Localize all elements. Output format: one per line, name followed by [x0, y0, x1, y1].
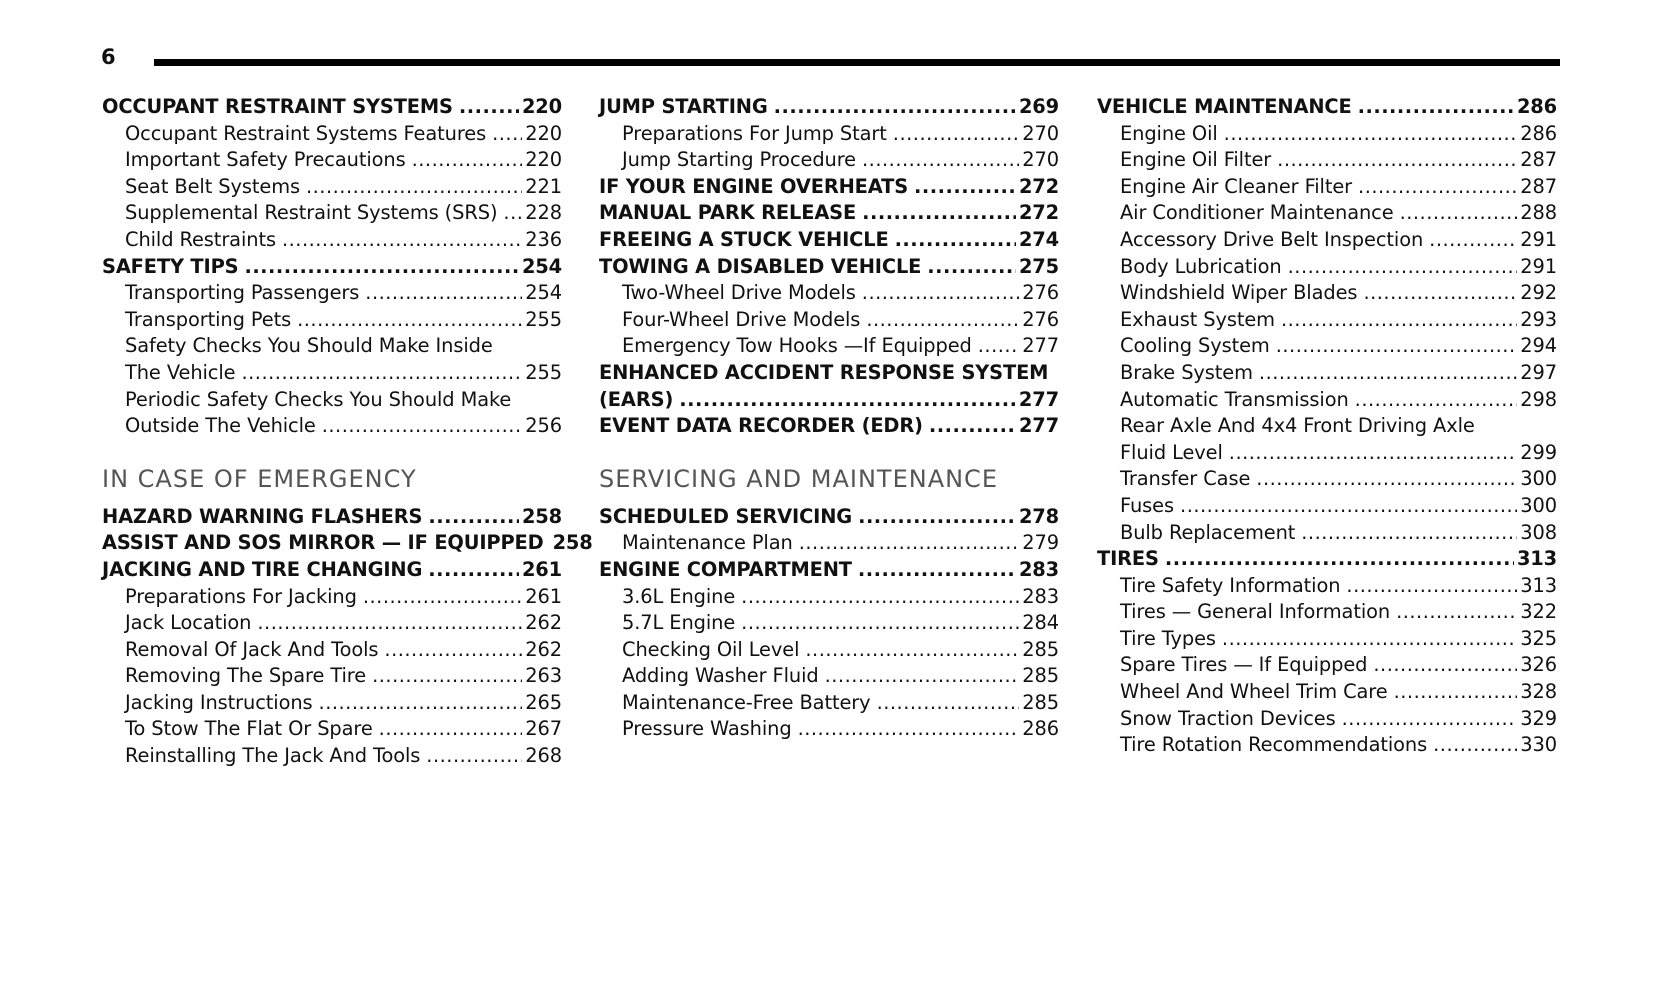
toc-topic-entry[interactable]: [1097, 174, 1557, 201]
toc-topic-entry[interactable]: [1097, 599, 1557, 626]
toc-entry-title: TIRES: [1097, 547, 1159, 571]
toc-entry-title: EVENT DATA RECORDER (EDR): [599, 414, 923, 438]
dot-leader: [825, 663, 1020, 690]
toc-entry-title: SAFETY TIPS: [102, 254, 239, 278]
toc-entry-title: SCHEDULED SERVICING: [599, 504, 853, 528]
toc-entry-title: ENHANCED ACCIDENT RESPONSE SYSTEM: [599, 360, 1049, 384]
toc-entry-title: Two-Wheel Drive Models: [622, 281, 856, 305]
toc-page-number: 274: [1018, 227, 1059, 251]
toc-chapter-entry[interactable]: [102, 504, 562, 531]
toc-topic-entry[interactable]: [1097, 466, 1557, 493]
toc-chapter-entry[interactable]: [599, 387, 1059, 414]
toc-topic-entry[interactable]: [102, 690, 562, 717]
header-rule: [154, 59, 1560, 66]
toc-topic-entry[interactable]: [599, 610, 1059, 637]
toc-page-number: 286: [1520, 121, 1557, 145]
toc-page-number: 258: [552, 531, 593, 555]
toc-entry-title: Jack Location: [125, 611, 252, 635]
toc-entry-title: FREEING A STUCK VEHICLE: [599, 227, 889, 251]
toc-entry-title: Maintenance Plan: [622, 531, 793, 555]
toc-column-2: [599, 94, 1059, 743]
dot-leader: [257, 610, 522, 637]
toc-page-number: 291: [1520, 227, 1557, 251]
toc-page-number: 308: [1520, 520, 1557, 544]
dot-leader: [741, 584, 1019, 611]
toc-page-number: 325: [1520, 626, 1557, 650]
toc-page-number: 285: [1022, 690, 1059, 714]
toc-topic-entry[interactable]: [102, 716, 562, 743]
toc-entry-title: Jump Starting Procedure: [622, 148, 857, 172]
toc-page-number: 300: [1520, 467, 1557, 491]
dot-leader: [379, 716, 523, 743]
dot-leader: [322, 413, 523, 440]
dot-leader: [244, 254, 519, 281]
toc-topic-entry[interactable]: [1097, 280, 1557, 307]
toc-entry-title: TOWING A DISABLED VEHICLE: [599, 254, 922, 278]
dot-leader: [1277, 147, 1517, 174]
dot-leader: [805, 637, 1019, 664]
toc-entry-title: MANUAL PARK RELEASE: [599, 201, 857, 225]
toc-entry-title: Cooling System: [1120, 334, 1270, 358]
toc-entry-title: Jacking Instructions: [125, 690, 313, 714]
toc-topic-entry[interactable]: [102, 360, 562, 387]
toc-topic-entry[interactable]: [102, 610, 562, 637]
toc-column-3: [1097, 94, 1557, 759]
toc-chapter-entry[interactable]: [599, 413, 1059, 440]
toc-entry-title: Preparations For Jump Start: [622, 121, 887, 145]
toc-topic-entry[interactable]: [599, 663, 1059, 690]
toc-topic-entry[interactable]: [102, 584, 562, 611]
toc-page-number: 286: [1022, 717, 1059, 741]
toc-page-number: 283: [1022, 584, 1059, 608]
dot-leader: [319, 690, 523, 717]
toc-page-number: 262: [525, 637, 562, 661]
toc-entry-title: HAZARD WARNING FLASHERS: [102, 504, 423, 528]
toc-topic-entry[interactable]: [102, 121, 562, 148]
toc-entry-title: Wheel And Wheel Trim Care: [1120, 680, 1388, 704]
toc-page-number: 330: [1520, 733, 1557, 757]
toc-topic-entry[interactable]: [1097, 254, 1557, 281]
toc-chapter-entry[interactable]: [599, 200, 1059, 227]
page-number: 6: [101, 45, 116, 69]
dot-leader: [1373, 652, 1517, 679]
dot-leader: [1346, 573, 1517, 600]
dot-leader: [372, 663, 522, 690]
toc-topic-entry[interactable]: [599, 121, 1059, 148]
toc-topic-entry[interactable]: [1097, 227, 1557, 254]
toc-entry-title: Windshield Wiper Blades: [1120, 281, 1358, 305]
toc-entry-title: Engine Oil Filter: [1120, 148, 1272, 172]
toc-entry-title: Brake System: [1120, 360, 1253, 384]
toc-entry-title: VEHICLE MAINTENANCE: [1097, 95, 1352, 118]
dot-leader: [282, 227, 522, 254]
toc-page-number: 268: [525, 744, 562, 768]
dot-leader: [1342, 706, 1518, 733]
dot-leader: [741, 610, 1019, 637]
toc-page-number: 291: [1520, 254, 1557, 278]
toc-page-number: 313: [1520, 573, 1557, 597]
toc-topic-entry[interactable]: [599, 716, 1059, 743]
toc-entry-title: Child Restraints: [125, 227, 276, 251]
dot-leader: [1222, 626, 1517, 653]
dot-leader: [365, 280, 522, 307]
dot-leader: [1259, 360, 1517, 387]
dot-leader: [679, 387, 1016, 414]
toc-chapter-entry[interactable]: [599, 504, 1059, 531]
dot-leader: [503, 200, 522, 227]
dot-leader: [297, 307, 522, 334]
toc-entry-title: IF YOUR ENGINE OVERHEATS: [599, 174, 909, 198]
toc-entry-title: Automatic Transmission: [1120, 387, 1349, 411]
dot-leader: [914, 174, 1016, 201]
dot-leader: [412, 147, 523, 174]
dot-leader: [1429, 227, 1517, 254]
dot-leader: [866, 307, 1019, 334]
toc-entry-title: Important Safety Precautions: [125, 148, 406, 172]
toc-topic-entry[interactable]: [1097, 440, 1557, 467]
toc-topic-entry[interactable]: [102, 200, 562, 227]
toc-entry-title: Adding Washer Fluid: [622, 664, 819, 688]
dot-leader: [1180, 493, 1517, 520]
toc-page-number: 267: [525, 717, 562, 741]
toc-topic-entry[interactable]: [1097, 147, 1557, 174]
toc-page-number: 258: [521, 504, 562, 528]
toc-entry-title: Transfer Case: [1120, 467, 1251, 491]
toc-entry-title: Transporting Pets: [125, 307, 292, 331]
toc-topic-entry[interactable]: [1097, 706, 1557, 733]
toc-topic-entry[interactable]: [102, 307, 562, 334]
toc-chapter-entry[interactable]: [102, 254, 562, 281]
toc-topic-entry[interactable]: [599, 307, 1059, 334]
toc-page-number: 262: [525, 611, 562, 635]
toc-entry-title: Tire Rotation Recommendations: [1120, 733, 1428, 757]
toc-entry-title: Exhaust System: [1120, 307, 1275, 331]
dot-leader: [428, 504, 519, 531]
toc-topic-entry[interactable]: [102, 147, 562, 174]
toc-entry-title: ASSIST AND SOS MIRROR — IF EQUIPPED: [102, 531, 544, 555]
toc-page-number: 285: [1022, 664, 1059, 688]
dot-leader: [1358, 174, 1517, 201]
dot-leader: [1256, 466, 1517, 493]
toc-entry-title: ENGINE COMPARTMENT: [599, 557, 852, 581]
toc-page-number: 297: [1520, 360, 1557, 384]
toc-topic-entry[interactable]: [1097, 732, 1557, 759]
toc-topic-entry[interactable]: [1097, 493, 1557, 520]
toc-column-1: [102, 94, 593, 770]
toc-chapter-entry[interactable]: [102, 557, 562, 584]
dot-leader: [1224, 121, 1518, 148]
toc-entry-title: Removing The Spare Tire: [125, 664, 367, 688]
dot-leader: [774, 94, 1016, 121]
toc-chapter-entry[interactable]: [1097, 94, 1557, 121]
toc-page-number: 220: [521, 95, 562, 118]
dot-leader: [978, 333, 1020, 360]
toc-page-number: 236: [525, 227, 562, 251]
toc-entry-title: Pressure Washing: [622, 717, 792, 741]
toc-page-number: 322: [1520, 600, 1557, 624]
toc-topic-entry[interactable]: [1097, 333, 1557, 360]
dot-leader: [1229, 440, 1518, 467]
toc-entry-title: Spare Tires — If Equipped: [1120, 653, 1368, 677]
toc-page-number: 275: [1018, 254, 1059, 278]
toc-page-number: 288: [1520, 201, 1557, 225]
toc-entry-title: Seat Belt Systems: [125, 174, 300, 198]
dot-leader: [1400, 200, 1518, 227]
toc-page-number: 287: [1520, 174, 1557, 198]
toc-entry-title: Occupant Restraint Systems Features: [125, 121, 487, 145]
toc-entry-title: 5.7L Engine: [622, 611, 736, 635]
toc-entry-title: Reinstalling The Jack And Tools: [125, 744, 421, 768]
toc-page-number: 300: [1520, 493, 1557, 517]
toc-entry-title: Tires — General Information: [1120, 600, 1391, 624]
dot-leader: [1355, 387, 1518, 414]
dot-leader: [858, 557, 1016, 584]
dot-leader: [862, 200, 1016, 227]
toc-entry-title: Accessory Drive Belt Inspection: [1120, 227, 1424, 251]
toc-topic-entry[interactable]: [1097, 520, 1557, 547]
toc-page-number: 256: [525, 414, 562, 438]
dot-leader: [862, 280, 1020, 307]
toc-entry-title: Air Conditioner Maintenance: [1120, 201, 1394, 225]
toc-chapter-entry[interactable]: [599, 254, 1059, 281]
toc-page-number: 277: [1022, 334, 1059, 358]
dot-leader: [1301, 520, 1517, 547]
toc-topic-entry[interactable]: [102, 333, 562, 360]
dot-leader: [1363, 280, 1517, 307]
toc-entry-title: To Stow The Flat Or Spare: [125, 717, 373, 741]
toc-topic-entry[interactable]: [1097, 679, 1557, 706]
toc-page-number: 254: [525, 281, 562, 305]
toc-entry-title: (EARS): [599, 387, 674, 411]
dot-leader: [1394, 679, 1518, 706]
dot-leader: [492, 121, 522, 148]
toc-topic-entry[interactable]: [1097, 307, 1557, 334]
dot-leader: [799, 530, 1020, 557]
toc-page-number: 220: [525, 121, 562, 145]
toc-page-number: 220: [525, 148, 562, 172]
toc-topic-entry[interactable]: [599, 690, 1059, 717]
toc-entry-title: JUMP STARTING: [599, 95, 768, 118]
toc-page-number: 329: [1520, 706, 1557, 730]
toc-entry-title: JACKING AND TIRE CHANGING: [102, 557, 423, 581]
dot-leader: [241, 360, 522, 387]
dot-leader: [1358, 94, 1514, 121]
toc-page-number: 255: [525, 307, 562, 331]
dot-leader: [306, 174, 522, 201]
toc-entry-title: Periodic Safety Checks You Should Make: [125, 387, 512, 411]
toc-topic-entry[interactable]: [102, 227, 562, 254]
dot-leader: [893, 121, 1019, 148]
toc-topic-entry[interactable]: [102, 387, 562, 414]
toc-page-number: 272: [1018, 201, 1059, 225]
toc-entry-title: Safety Checks You Should Make Inside: [125, 334, 493, 358]
toc-topic-entry[interactable]: [1097, 652, 1557, 679]
toc-topic-entry[interactable]: [102, 637, 562, 664]
dot-leader: [877, 690, 1020, 717]
toc-chapter-entry[interactable]: [599, 174, 1059, 201]
dot-leader: [895, 227, 1016, 254]
toc-page-number: 292: [1520, 281, 1557, 305]
toc-page-number: 326: [1520, 653, 1557, 677]
toc-page-number: 254: [521, 254, 562, 278]
toc-page-number: 261: [525, 584, 562, 608]
toc-entry-title: Emergency Tow Hooks —If Equipped: [622, 334, 972, 358]
section-heading: SERVICING AND MAINTENANCE: [599, 464, 998, 493]
toc-page-number: 278: [1018, 504, 1059, 528]
dot-leader: [1396, 599, 1517, 626]
toc-topic-entry[interactable]: [1097, 626, 1557, 653]
toc-page-number: 283: [1018, 557, 1059, 581]
toc-chapter-entry[interactable]: [102, 94, 562, 121]
toc-topic-entry[interactable]: [599, 333, 1059, 360]
dot-leader: [929, 413, 1016, 440]
toc-topic-entry[interactable]: [102, 743, 562, 770]
toc-page-number: 265: [525, 690, 562, 714]
dot-leader: [384, 637, 522, 664]
toc-topic-entry[interactable]: [102, 663, 562, 690]
toc-page-number: 277: [1018, 387, 1059, 411]
dot-leader: [426, 743, 522, 770]
toc-chapter-entry[interactable]: [599, 227, 1059, 254]
toc-topic-entry[interactable]: [1097, 387, 1557, 414]
toc-entry-title: Removal Of Jack And Tools: [125, 637, 379, 661]
toc-entry-title: OCCUPANT RESTRAINT SYSTEMS: [102, 95, 453, 118]
toc-entry-title: Fluid Level: [1120, 440, 1223, 464]
toc-topic-entry[interactable]: [102, 280, 562, 307]
toc-entry-title: 3.6L Engine: [622, 584, 736, 608]
dot-leader: [858, 504, 1016, 531]
section-heading: IN CASE OF EMERGENCY: [102, 464, 417, 493]
toc-page-number: 276: [1022, 307, 1059, 331]
toc-page-number: 293: [1520, 307, 1557, 331]
toc-topic-entry[interactable]: [102, 413, 562, 440]
toc-entry-title: Body Lubrication: [1120, 254, 1282, 278]
toc-entry-title: Rear Axle And 4x4 Front Driving Axle: [1120, 414, 1475, 438]
toc-entry-title: Four-Wheel Drive Models: [622, 307, 861, 331]
toc-page-number: 270: [1022, 148, 1059, 172]
toc-topic-entry[interactable]: [599, 584, 1059, 611]
toc-page-number: 287: [1520, 148, 1557, 172]
toc-page-number: 299: [1520, 440, 1557, 464]
toc-entry-title: Engine Oil: [1120, 121, 1218, 145]
toc-page-number: 294: [1520, 334, 1557, 358]
toc-page-number: 276: [1022, 281, 1059, 305]
toc-topic-entry[interactable]: [1097, 573, 1557, 600]
toc-entry-title: Preparations For Jacking: [125, 584, 357, 608]
dot-leader: [798, 716, 1020, 743]
toc-entry-title: Bulb Replacement: [1120, 520, 1296, 544]
toc-chapter-entry[interactable]: [599, 360, 1059, 387]
toc-entry-title: Maintenance-Free Battery: [622, 690, 871, 714]
toc-entry-title: Outside The Vehicle: [125, 414, 316, 438]
toc-page-number: 255: [525, 360, 562, 384]
dot-leader: [428, 557, 519, 584]
toc-topic-entry[interactable]: [1097, 413, 1557, 440]
dot-leader: [363, 584, 522, 611]
toc-entry-title: Fuses: [1120, 493, 1175, 517]
dot-leader: [927, 254, 1016, 281]
toc-entry-title: The Vehicle: [125, 360, 236, 384]
toc-page-number: 272: [1018, 174, 1059, 198]
toc-page-number: 298: [1520, 387, 1557, 411]
toc-chapter-entry[interactable]: [599, 557, 1059, 584]
dot-leader: [1281, 307, 1517, 334]
toc-entry-title: Supplemental Restraint Systems (SRS): [125, 201, 498, 225]
toc-page-number: 285: [1022, 637, 1059, 661]
toc-topic-entry[interactable]: [1097, 200, 1557, 227]
toc-chapter-entry[interactable]: [599, 94, 1059, 121]
toc-entry-title: Tire Types: [1120, 626, 1216, 650]
toc-page-number: 263: [525, 664, 562, 688]
toc-topic-entry[interactable]: [599, 637, 1059, 664]
dot-leader: [862, 147, 1019, 174]
toc-topic-entry[interactable]: [1097, 121, 1557, 148]
dot-leader: [1165, 546, 1514, 573]
toc-chapter-entry[interactable]: [1097, 546, 1557, 573]
toc-topic-entry[interactable]: [599, 530, 1059, 557]
toc-chapter-entry[interactable]: [102, 530, 593, 557]
dot-leader: [1433, 732, 1517, 759]
toc-page-number: 221: [525, 174, 562, 198]
toc-page-number: 269: [1018, 95, 1059, 118]
toc-topic-entry[interactable]: [102, 174, 562, 201]
dot-leader: [459, 94, 519, 121]
dot-leader: [1276, 333, 1518, 360]
toc-entry-title: Snow Traction Devices: [1120, 706, 1336, 730]
toc-entry-title: Checking Oil Level: [622, 637, 800, 661]
toc-entry-title: Engine Air Cleaner Filter: [1120, 174, 1353, 198]
toc-page-number: 279: [1022, 531, 1059, 555]
toc-topic-entry[interactable]: [1097, 360, 1557, 387]
dot-leader: [1288, 254, 1518, 281]
toc-page-number: 228: [525, 201, 562, 225]
toc-page-number: 284: [1022, 611, 1059, 635]
toc-page-number: 328: [1520, 680, 1557, 704]
toc-topic-entry[interactable]: [599, 280, 1059, 307]
toc-page-number: 277: [1018, 414, 1059, 438]
toc-page-number: 313: [1516, 547, 1557, 571]
toc-page-number: 286: [1516, 95, 1557, 118]
toc-topic-entry[interactable]: [599, 147, 1059, 174]
toc-page-number: 270: [1022, 121, 1059, 145]
toc-entry-title: Tire Safety Information: [1120, 573, 1341, 597]
toc-entry-title: Transporting Passengers: [125, 281, 360, 305]
toc-page-number: 261: [521, 557, 562, 581]
